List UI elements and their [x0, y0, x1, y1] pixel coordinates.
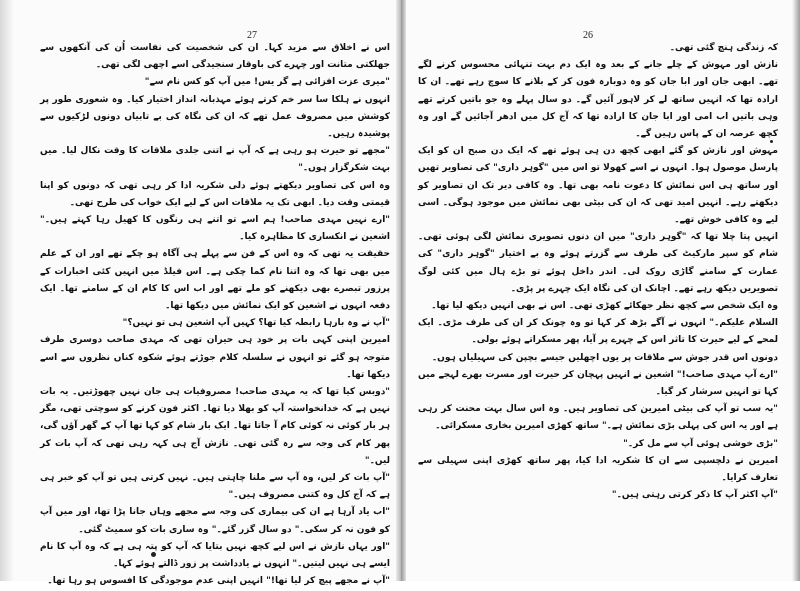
page-number-left: 27 [247, 30, 257, 41]
paragraph: وہ اس کی تصاویر دیکھتے ہوئے دلی شکریہ ادا کر رہی تھی کہ دونوں کو اپنا قیمتی وقت دیا۔ ابھی تک یہ ملاقات اس کے لیے ایک خواب کی طرح تھی۔ [40, 180, 390, 208]
paragraph: السلام علیکم۔" انہوں نے آگے بڑھ کر کہا تو وہ چونک کر ان کی طرف مڑی۔ ایک لمحے کے لیے حیرت کا تاثر اس کے چہرے پر آیا، پھر مسکراتے ہوئے بولی۔ [418, 318, 778, 346]
paragraph: "میری عزت افزائی ہے گر یس! میں آپ کو کس نام سے" [144, 77, 390, 88]
paragraph: "بڑی خوشی ہوئی آپ سے مل کر۔" [623, 438, 778, 449]
right-page-text [418, 40, 778, 504]
paragraph: "ارے آپ مہدی صاحب!" اشعین نے انہیں پہچان کر حیرت اور مسرت بھرے لہجے میں کہا تو انہیں سرشار کر گیا۔ [418, 369, 778, 398]
paragraph: وہ ایک شخص سے کچھ نظر جھکائے کھڑی تھی۔ اس نے بھی انہیں دیکھ لیا تھا۔ [431, 301, 778, 312]
left-page-text [40, 40, 390, 591]
page-edge-left [0, 0, 14, 581]
scan-speck [770, 140, 773, 143]
book-gutter [396, 0, 406, 581]
left-page [40, 0, 390, 587]
paragraph: دونوں اس قدر جوش سے ملاقات پر یوں اچھلیں جیسے بچپن کی سہیلیاں ہوں۔ [431, 352, 778, 363]
page-number-right: 26 [583, 30, 593, 41]
paragraph: امیرین نے دلچسپی سے ان کا شکریہ ادا کیا، پھر ساتھ کھڑی اپنی سہیلی سے تعارف کرایا۔ [418, 455, 778, 484]
paragraph: "آپ نے وہ بارہا رابطہ کیا تھا؟ کہیں آپ اشعین ہی تو نہیں؟" [122, 318, 390, 329]
paragraph: "اور یہاں نازش نے اس لیے کچھ نہیں بتایا کہ آپ کو پتہ ہی ہے کہ وہ آپ کا نام ایسے ہی نہیں لیتیں۔" انہوں نے یادداشت پر زور ڈالتے ہوئے کہا۔ [40, 541, 390, 570]
paragraph: "آپ بات کر لیں، وہ آپ سے ملنا چاہتی ہیں۔ نہیں کرتی ہیں تو آپ کو خبر ہی ہے کہ آج کل وہ کتنی مصروف ہیں۔" [40, 473, 390, 501]
paragraph: نازش اور مہوش کے چلے جانے کے بعد وہ ایک دم بہت تنہائی محسوس کرنے لگے تھے۔ ابھی جان اور ابا جان کو وہ دوبارہ فون کر کے بلانے کا سوچ رہے تھے۔ ان کا ارادہ تھا کہ انہیں ساتھ لے کر لاہور آئیں گے۔ دو سال پہلے وہ جو باتیں کرتے تھے وہی باتیں اب امی اور ابا جان کا ارادہ تھا کہ آج کل میں ادھر آجائیں گے اور وہ کچھ عرصہ ان کے پاس رہیں گے۔ [418, 60, 778, 140]
paragraph: کہ زندگی ہنچ گئی تھی۔ [669, 43, 778, 53]
page-edge-right [792, 0, 800, 581]
paragraph: "دوبس کیا تھا کہ یہ مہدی صاحب! مصروفیات ہی جان نہیں چھوڑتیں۔ یہ بات نہیں ہے کہ خدانخواستہ آپ کو بھلا دیا تھا۔ اکثر فون کرنے کو سوچتی تھی، مگر ہر بار کوئی نہ کوئی کام آ جاتا تھا۔ ایک بار شام کو کہا تھا آپ کے گھر آؤں گی، پھر کام کی وجہ سے رہ گئی تھی۔ نازش آج ہی کہہ رہی تھی کہ آپ بات کر لیں۔" [40, 387, 390, 466]
paragraph: "آپ نے مجھے پیچ کر لیا تھا!" انہیں اپنی عدم موجودگی کا افسوس ہو رہا تھا۔ [47, 576, 390, 587]
paragraph: حقیقت یہ تھی کہ وہ اس کے فن سے پہلے ہی آگاہ ہو چکے تھے اور ان کے علم میں بھی تھا کہ وہ اتنا نام کما چکی ہے۔ اس فیلڈ میں انہیں کئی اخبارات کے پرزور تبصرے بھی دیکھنے کو ملے تھے اور اب اس کا کام ان کے سامنے تھا۔ ایک دفعہ انہوں نے اشعین کو ایک نمائش میں دیکھا تھا۔ [40, 249, 390, 312]
paragraph: "آپ اکثر آپ کا ذکر کرتی رہتی ہیں۔" [611, 490, 778, 501]
paragraph: "ارے نہیں مہدی صاحب! ہم اسے تو اتنے ہی رنگوں کا کھیل رہا کہتے ہیں۔" اشعین نے انکساری کا مظاہرہ کیا۔ [40, 215, 390, 243]
paragraph: اس نے اخلاق سے مزید کہا۔ ان کی شخصیت کی نفاست اُن کی آنکھوں سے جھلکتی متانت اور چہرے کی باوقار سنجیدگی اسے اچھی لگی تھی۔ [40, 43, 390, 71]
paragraph: انہیں پتا چلا تھا کہ "گوہر داری" میں ان دنوں تصویری نمائش لگی ہوئی تھی۔ شام کو سپر مارکیٹ کی طرف سے گزرتے ہوئے وہ بے اختیار "گوہر داری" کی عمارت کے سامنے گاڑی روک لی۔ اندر داخل ہوئے تو بڑے ہال میں کئی لوگ تصویریں دیکھ رہے تھے۔ اچانک ان کی نگاہ ایک چہرے پر پڑی۔ [418, 232, 778, 294]
paragraph: انہوں نے ہلکا سا سر خم کرتے ہوئے مہذبانہ انداز اختیار کیا۔ وہ شعوری طور پر کوشش میں مصروف عمل تھے کہ ان کی نگاہ کی بے تابیاں دونوں لڑکیوں سے پوشیدہ رہیں۔ [40, 94, 390, 140]
paragraph: امیرین اپنی کہی بات پر خود ہی حیران تھی کہ مہدی صاحب دوسری طرف متوجہ ہو گئے تو انہوں نے سلسلہ کلام جوڑتے ہوئے شکوہ کناں نظروں سے اسے دیکھا تھا۔ [40, 335, 390, 380]
paragraph: "اب یاد آرہا ہے ان کی بیماری کی وجہ سے مجھے وہاں جانا پڑا تھا، اور میں آپ کو فون نہ کر سکی۔" دو سال گزر گئے۔" وہ ساری بات کو سمیٹ گئی۔ [40, 507, 390, 535]
right-page [418, 0, 778, 581]
paragraph: مہوش اور نازش کو گئے ابھی کچھ دن ہی ہوئے تھے کہ ایک دن صبح ان کو ایک پارسل موصول ہوا۔ انہوں نے اسے کھولا تو اس میں "گوہر داری" کی تصاویر تھیں اور ساتھ ہی اس نمائش کا دعوت نامہ بھی تھا۔ وہ کافی دیر تک ان تصاویر کو دیکھتے رہے۔ انہیں امید تھی کہ ان کی بیٹی بھی نمائش میں موجود ہوگی۔ اسی لیے وہ کافی خوش تھے۔ [418, 146, 778, 226]
paragraph: "مجھے تو حیرت ہو رہی ہے کہ آپ نے اتنی جلدی ملاقات کا وقت نکال لیا۔ میں بہت شکرگزار ہوں۔" [40, 146, 390, 174]
scan-speck [151, 552, 156, 557]
paragraph: "یہ سب تو آپ کی بیٹی امیرین کی تصاویر ہیں۔ وہ اس سال بہت محنت کر رہی ہے اور یہ اس کی پہلی بڑی نمائش ہے۔" ساتھ کھڑی امیرین بخاری مسکرائی۔ [418, 404, 778, 432]
